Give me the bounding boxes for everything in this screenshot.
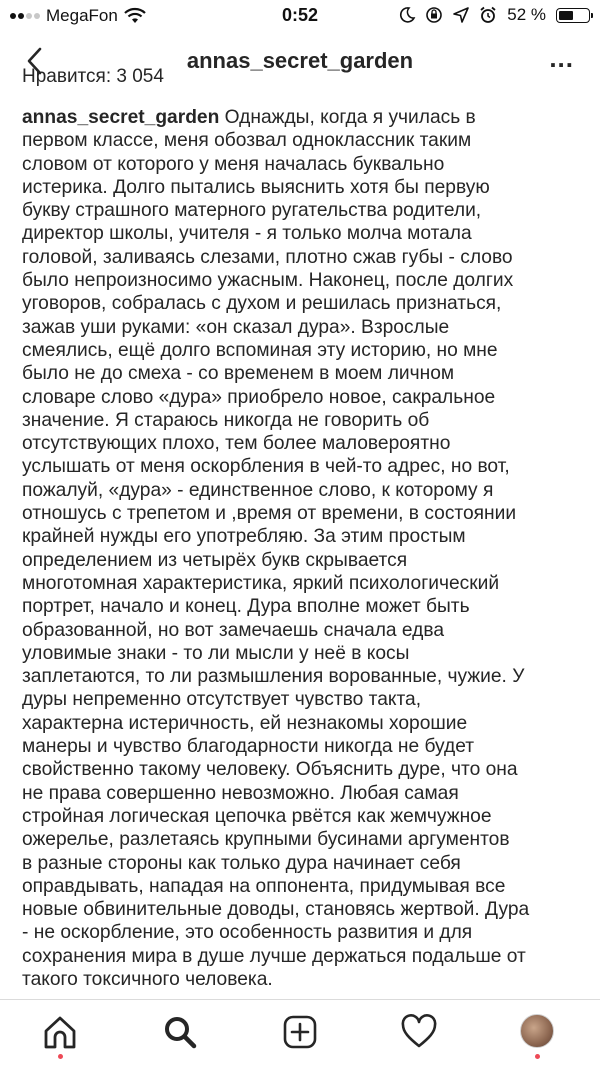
home-notification-dot [58, 1054, 63, 1059]
do-not-disturb-moon-icon [399, 7, 415, 23]
status-time: 0:52 [281, 5, 319, 25]
tab-new-post[interactable] [280, 1012, 320, 1052]
tab-home[interactable] [40, 1012, 80, 1052]
battery-icon [556, 8, 590, 23]
tab-activity[interactable] [399, 1012, 439, 1052]
caption-text: Однажды, когда я училась в первом классе, меня обозвал одноклассник таким словом от которого у меня началась буквально истерика. Долго пытались выяснить хотя бы первую букву страшного матерного ругательства родители, директор школы, учителя - я только молча мотала головой, заливаясь слезами, плотно сжав губы - слово было непроизносимо ужасным. Наконец, после долгих уговоров, собралась с духом и решилась признаться, зажав уши руками: «он сказал дура». Взрослые смеялись, ещё долго вспоминая эту историю, но мне было не до смеха - со временем в моем личном словаре слово «дура» приобрело новое, сакральное значение. Я стараюсь никогда не говорить об отсутствующих плохо, тем более маловероятно услышать от меня оскорбления в чей-то адрес, но вот, пожалуй, «дура» - единственное слово, к которому я отношусь с трепетом и ,время от времени, в состоянии крайней нужды его употребляю. За этим простым определением из четырёх букв скрывается многотомная характеристика, яркий психологический портрет, начало и конец. Дура вполне может быть образованной, но вот замечаешь сначала едва уловимые знаки - то ли мысли у неё в косы заплетаются, то ли размышления ворованные, чужие. У дуры непременно отсутствует чувство такта, характерна истеричность, ей незнакомы хорошие манеры и чувство благодарности никогда не будет свойственно такому человеку. Объяснить дуре, что она не права совершенно невозможно. Любая самая стройная логическая цепочка рвётся как жемчужное ожерелье, разлетаясь крупными бусинами аргументов в разные стороны как только дура начинает себя оправдывать, нападая на оппонента, придумывая все новые обвинительные доводы, становясь жертвой. Дура - не оскорбление, это особенность развития и для сохранения мира в душе лучше держаться подальше от такого токсичного человека. [22, 107, 530, 990]
location-arrow-icon [453, 7, 469, 23]
post-caption [22, 106, 582, 991]
alarm-clock-icon [479, 6, 497, 24]
home-icon [40, 1012, 80, 1052]
caption-username[interactable]: annas_secret_garden [22, 107, 220, 128]
likes-count[interactable]: Нравится: 3 054 [22, 66, 164, 87]
carrier-name: MegaFon [46, 6, 118, 25]
status-bar [0, 0, 600, 34]
tab-search[interactable] [160, 1012, 200, 1052]
profile-notification-dot [535, 1054, 540, 1059]
orientation-lock-icon [425, 6, 443, 24]
heart-icon [399, 1012, 439, 1052]
more-dots-icon[interactable]: ... [549, 43, 574, 73]
add-post-icon [280, 1012, 320, 1052]
profile-username-title[interactable]: annas_secret_garden [186, 48, 414, 73]
battery-percent: 52 % [507, 5, 546, 24]
profile-avatar-icon[interactable] [520, 1014, 554, 1048]
bottom-tab-bar [0, 999, 600, 1066]
search-icon [160, 1012, 200, 1052]
